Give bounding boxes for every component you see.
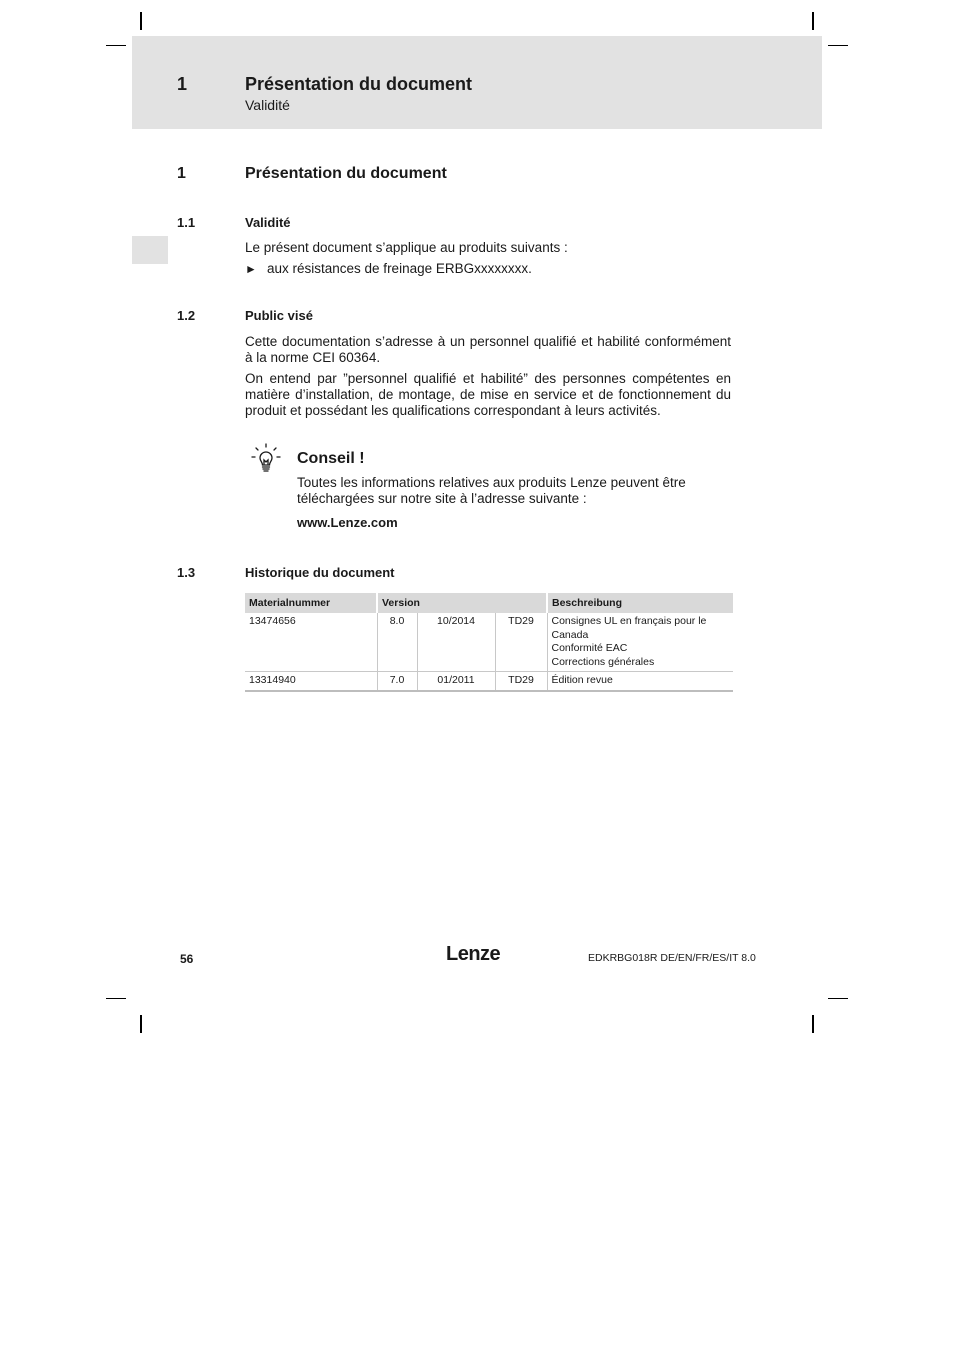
table-cell: 13314940	[245, 672, 377, 691]
table-cell: 01/2011	[417, 672, 495, 691]
chapter-subtitle: Validité	[245, 97, 290, 113]
section-title: Présentation du document	[245, 165, 447, 182]
table-cell: TD29	[495, 613, 547, 672]
column-header: Version	[377, 593, 547, 613]
crop-mark	[828, 998, 848, 999]
subsection-number: 1.2	[177, 308, 196, 323]
side-tab-marker	[132, 236, 168, 264]
description-line: Consignes UL en français pour le Canada	[551, 615, 707, 641]
page-number: 56	[180, 952, 194, 966]
lenze-logo: Lenze	[446, 943, 501, 965]
table-cell: 8.0	[377, 613, 417, 672]
table-cell: 13474656	[245, 613, 377, 672]
description-line: Conformité EAC	[551, 642, 628, 654]
subsection-title: Historique du document	[245, 565, 395, 580]
crop-mark	[812, 12, 814, 30]
crop-mark	[106, 998, 126, 999]
table-header-row	[245, 593, 733, 613]
table-cell: Édition revue	[547, 672, 733, 691]
table-cell: TD29	[495, 672, 547, 691]
bullet-arrow-icon: ►	[245, 262, 257, 276]
subsection-title: Public visé	[245, 308, 313, 323]
section-number: 1	[177, 165, 186, 182]
paragraph: Cette documentation s’adresse à un personnel qualifié et habilité conformément à la norme CEI 60364.	[245, 334, 731, 365]
paragraph: On entend par ”personnel qualifié et habilité” des personnes compétentes en matière d’installation, de montage, de mise en service et de fonctionnement du produit et possédant les qualifications correspondant à leurs activités.	[245, 371, 731, 418]
chapter-number: 1	[177, 74, 188, 94]
crop-mark	[812, 1015, 814, 1033]
table-row	[245, 672, 733, 691]
lightbulb-icon	[250, 442, 282, 474]
crop-mark	[140, 12, 142, 30]
table-cell: 10/2014	[417, 613, 495, 672]
tip-text: Toutes les informations relatives aux produits Lenze peuvent être téléchargées sur notre site à l’adresse suivante :	[297, 475, 686, 506]
crop-mark	[106, 45, 126, 46]
crop-mark	[140, 1015, 142, 1033]
column-header: Beschreibung	[547, 593, 733, 613]
header-band	[132, 36, 822, 129]
table-row	[245, 613, 733, 672]
website-link[interactable]: www.Lenze.com	[297, 515, 398, 530]
paragraph: Le présent document s’applique au produits suivants :	[245, 240, 568, 255]
bullet-text: aux résistances de freinage ERBGxxxxxxxx.	[267, 261, 532, 276]
column-header: Materialnummer	[245, 593, 377, 613]
table-cell: 7.0	[377, 672, 417, 691]
crop-mark	[828, 45, 848, 46]
subsection-number: 1.1	[177, 215, 196, 230]
table-cell	[547, 613, 733, 672]
history-table	[245, 593, 733, 692]
description-line: Corrections générales	[551, 655, 655, 668]
document-reference: EDKRBG018R DE/EN/FR/ES/IT 8.0	[588, 952, 756, 964]
tip-title: Conseil !	[297, 450, 365, 467]
subsection-title: Validité	[245, 215, 291, 230]
chapter-title: Présentation du document	[245, 74, 473, 94]
subsection-number: 1.3	[177, 565, 196, 580]
bullet-item	[245, 261, 532, 276]
